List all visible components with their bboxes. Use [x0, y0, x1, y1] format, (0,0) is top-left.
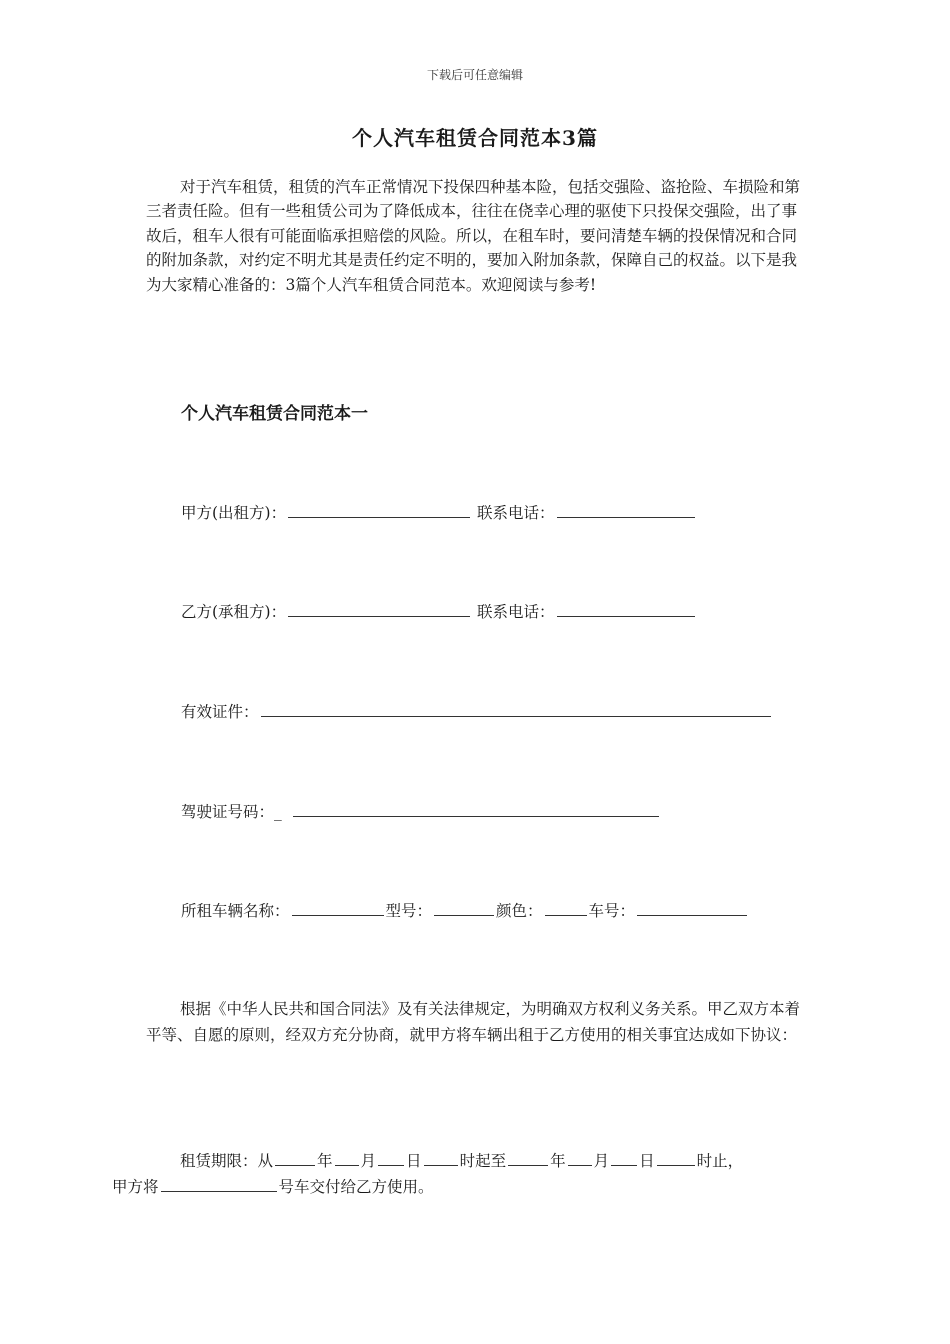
- end-month-blank[interactable]: [568, 1151, 592, 1166]
- color-blank[interactable]: [545, 901, 587, 916]
- start-year-label: 年: [317, 1152, 333, 1170]
- id-label: 有效证件：: [181, 703, 259, 721]
- end-year-blank[interactable]: [508, 1151, 548, 1166]
- end-day-blank[interactable]: [611, 1151, 637, 1166]
- lease-line2-suffix: 号车交付给乙方使用。: [278, 1178, 434, 1196]
- plate-blank[interactable]: [637, 901, 747, 916]
- start-hour-blank[interactable]: [424, 1151, 458, 1166]
- vehicle-name-blank[interactable]: [292, 901, 384, 916]
- end-month-label: 月: [593, 1152, 610, 1170]
- id-row: [181, 700, 773, 722]
- party-a-phone-label: 联系电话：: [477, 504, 555, 522]
- model-label: 型号：: [385, 902, 433, 920]
- license-row: [181, 800, 661, 822]
- intro-paragraph: 对于汽车租赁，租赁的汽车正常情况下投保四种基本险，包括交强险、盗抢险、车损险和第三者责任险。但有一些租赁公司为了降低成本，往往在侥幸心理的驱使下只投保交强险，出了事故后，租车人很有可能面临承担赔偿的风险。所以，在租车时，要问清楚车辆的投保情况和合同的附加条款，对约定不明尤其是责任约定不明的，要加入附加条款，保障自己的权益。以下是我为大家精心准备的：3篇个人汽车租赁合同范本。欢迎阅读与参考!: [146, 178, 801, 294]
- header-note: 下载后可任意编辑: [426, 68, 523, 82]
- section-title: 个人汽车租赁合同范本一: [181, 404, 368, 424]
- agreement-paragraph: 根据《中华人民共和国合同法》及有关法律规定，为明确双方权利义务关系。甲乙双方本着平等、自愿的原则，经双方充分协商，就甲方将车辆出租于乙方使用的相关事宜达成如下协议：: [146, 1000, 801, 1044]
- start-day-blank[interactable]: [378, 1151, 404, 1166]
- start-year-blank[interactable]: [275, 1151, 315, 1166]
- end-day-label: 日: [639, 1152, 655, 1170]
- party-b-blank[interactable]: [288, 602, 470, 617]
- lease-term-paragraph: [112, 1148, 811, 1200]
- start-suffix: 时起至: [459, 1152, 507, 1170]
- party-b-phone-label: 联系电话：: [477, 603, 555, 621]
- model-blank[interactable]: [434, 901, 494, 916]
- vehicle-number-blank[interactable]: [161, 1177, 277, 1192]
- end-year-label: 年: [550, 1152, 566, 1170]
- party-b-label: 乙方(承租方)：: [181, 603, 287, 621]
- party-a-blank[interactable]: [288, 503, 470, 518]
- color-label: 颜色：: [496, 902, 543, 920]
- end-hour-blank[interactable]: [657, 1151, 695, 1166]
- vehicle-name-label: 所租车辆名称：: [181, 902, 290, 920]
- start-month-blank[interactable]: [335, 1151, 359, 1166]
- id-blank[interactable]: [261, 702, 771, 717]
- end-suffix: 时止，: [696, 1152, 744, 1170]
- lease-line2-prefix: 甲方将: [112, 1178, 159, 1196]
- party-a-row: [181, 501, 697, 523]
- party-b-phone-blank[interactable]: [557, 602, 695, 617]
- start-month-label: 月: [360, 1152, 377, 1170]
- party-a-label: 甲方(出租方)：: [181, 504, 287, 522]
- plate-label: 车号：: [588, 902, 636, 920]
- license-blank[interactable]: [293, 802, 659, 817]
- document-title: 个人汽车租赁合同范本3篇: [352, 126, 598, 150]
- lease-term-prefix: 租赁期限：从: [180, 1152, 274, 1170]
- vehicle-row: [181, 899, 749, 921]
- start-day-label: 日: [406, 1152, 422, 1170]
- license-label: 驾驶证号码：_: [181, 803, 282, 821]
- party-b-row: [181, 600, 697, 622]
- party-a-phone-blank[interactable]: [557, 503, 695, 518]
